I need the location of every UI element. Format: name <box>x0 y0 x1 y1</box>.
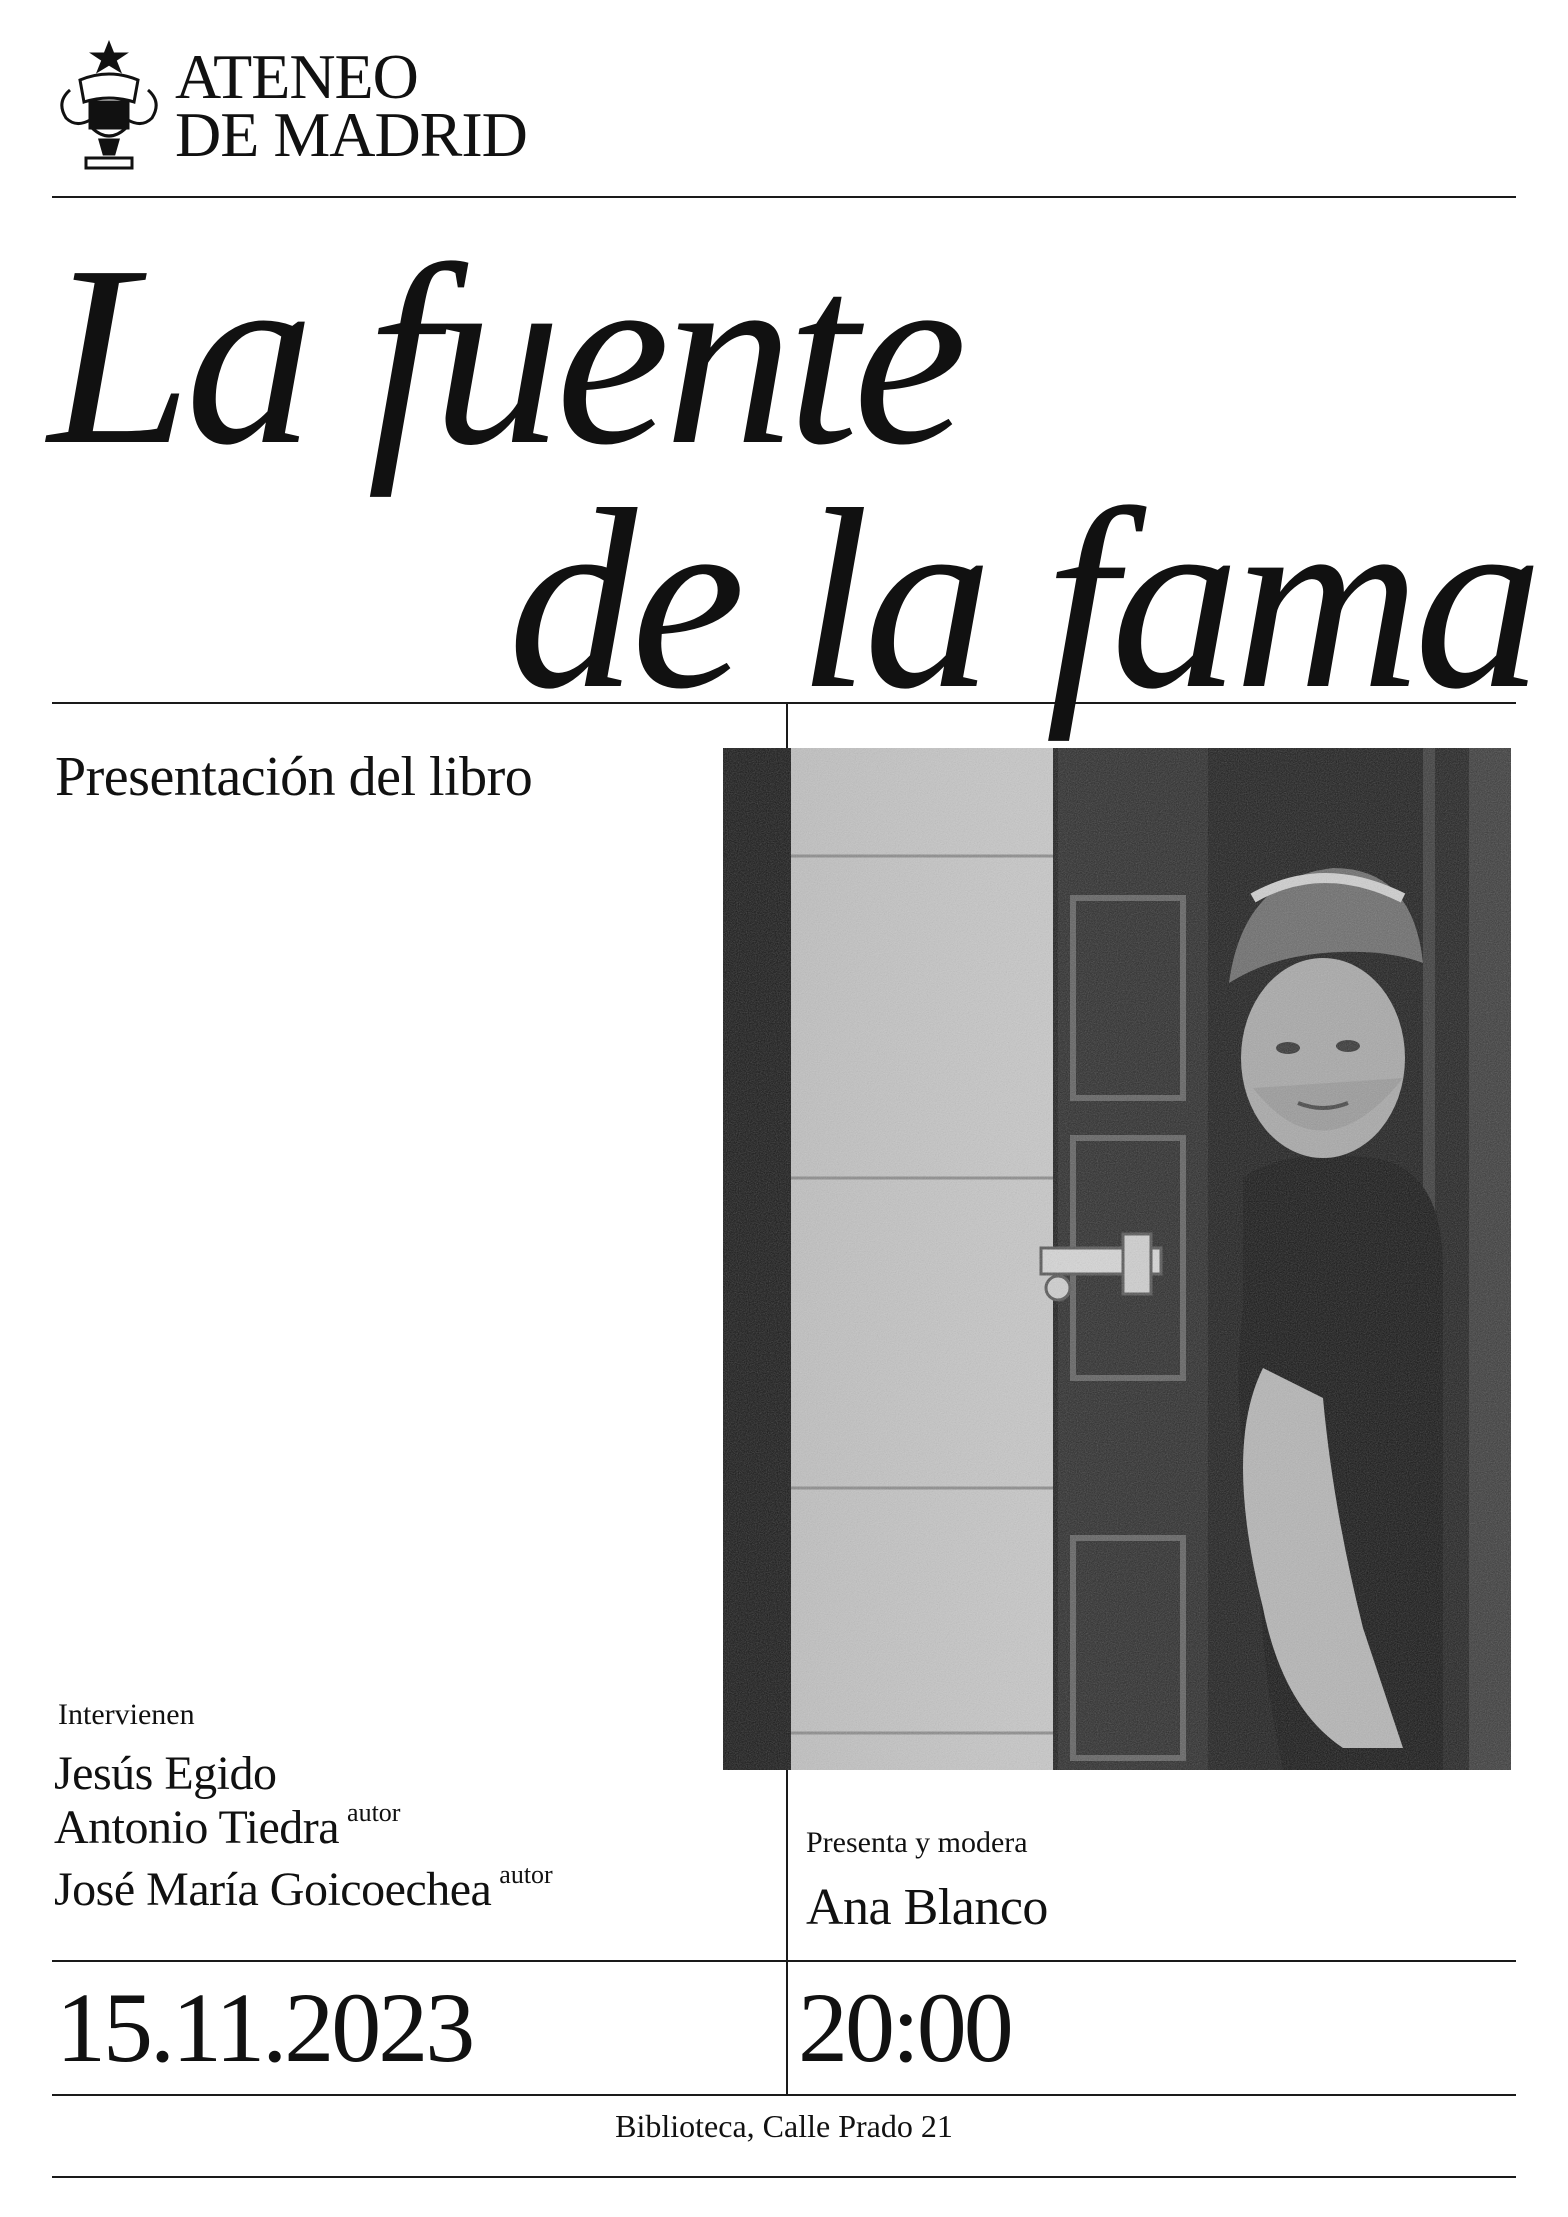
speaker-2 <box>54 1800 400 1852</box>
event-time: 20:00 <box>798 1972 1011 2083</box>
speaker-name: José María Goicoechea <box>54 1863 492 1916</box>
speakers-label: Intervienen <box>58 1698 195 1731</box>
org-line-1: ATENEO <box>175 41 418 112</box>
moderator-name: Ana Blanco <box>806 1879 1048 1936</box>
event-venue: Biblioteca, Calle Prado 21 <box>615 2108 953 2144</box>
event-date: 15.11.2023 <box>56 1972 473 2083</box>
speaker-role: autor <box>347 1798 401 1827</box>
title-line-1: La fuente <box>48 212 962 498</box>
rule-info <box>52 1960 1516 1962</box>
speaker-1 <box>54 1747 277 1800</box>
man-in-doorway-photo <box>723 748 1511 1770</box>
org-name <box>175 41 527 170</box>
speaker-name: Antonio Tiedra <box>54 1801 340 1854</box>
org-line-2: DE MADRID <box>175 99 527 170</box>
speaker-role: autor <box>499 1860 553 1889</box>
rule-date <box>52 2094 1516 2096</box>
speaker-3 <box>54 1862 553 1914</box>
title-line-2: de la fama <box>508 456 1538 742</box>
subtitle: Presentación del libro <box>55 746 533 808</box>
ateneo-crest-icon <box>50 40 168 175</box>
speaker-name: Jesús Egido <box>54 1747 277 1800</box>
moderator-label: Presenta y modera <box>806 1826 1028 1859</box>
rule-header <box>52 196 1516 198</box>
rule-footer <box>52 2176 1516 2178</box>
